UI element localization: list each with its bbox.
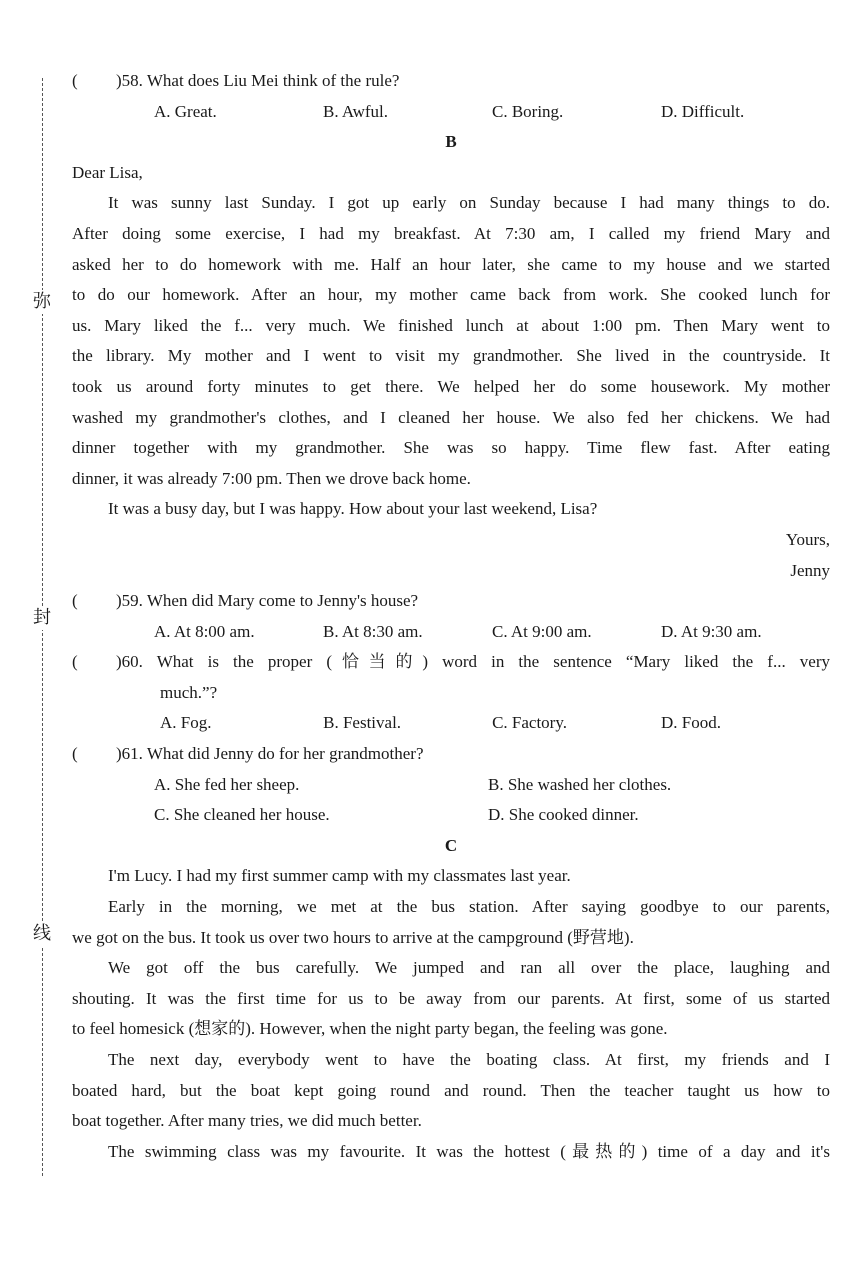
question-60 (72, 647, 830, 678)
passage-b-line: dinner together with my grandmother. She was so happy. Time flew fast. After eating (72, 438, 830, 458)
option-b: B. Festival. (323, 713, 402, 733)
option-b: B. At 8:30 am. (323, 621, 423, 641)
question-stem: )61. What did Jenny do for her grandmother? (116, 744, 424, 764)
option-c: C. At 9:00 am. (492, 621, 592, 641)
margin-char-mi: 弥 (30, 290, 54, 314)
passage-b-line: us. Mary liked the f... very much. We finished lunch at about 1:00 pm. Then Mary went to (72, 315, 830, 335)
passage-b-line: the library. My mother and I went to visit my grandmother. She lived in the countryside. It (72, 346, 830, 366)
answer-blank[interactable]: ( (72, 71, 78, 90)
letter-signature: Jenny (790, 560, 830, 580)
passage-b-line: After doing some exercise, I had my breakfast. At 7:30 am, I called my friend Mary and (72, 223, 830, 243)
question-58 (72, 66, 830, 97)
option-c: C. Factory. (492, 713, 567, 733)
passage-b-line: asked her to do homework with me. Half an hour later, she came to my house and we started (72, 254, 830, 274)
option-c: C. Boring. (492, 101, 564, 121)
option-d: D. Food. (661, 713, 722, 733)
option-d: D. She cooked dinner. (488, 805, 639, 825)
letter-sign-off: Yours, (785, 529, 830, 549)
question-58-options (72, 97, 830, 128)
passage-c-line: we got on the bus. It took us over two hours to arrive at the campground (野营地). (72, 927, 634, 947)
question-stem: )59. When did Mary come to Jenny's house? (116, 591, 419, 611)
option-c: C. She cleaned her house. (154, 805, 330, 825)
option-d: D. At 9:30 am. (661, 621, 762, 641)
question-stem-continued: much.”? (160, 682, 218, 702)
option-a: A. Great. (154, 101, 217, 121)
letter-greeting: Dear Lisa, (72, 162, 143, 182)
answer-blank[interactable]: ( (72, 652, 78, 672)
passage-c-line: boated hard, but the boat kept going round and round. Then the teacher taught us how to (72, 1080, 830, 1100)
option-a: A. Fog. (160, 713, 212, 733)
question-61-options-row1 (72, 770, 830, 801)
answer-blank[interactable]: ( (72, 591, 78, 611)
answer-blank[interactable]: ( (72, 744, 78, 764)
question-59-options (72, 617, 830, 648)
passage-c-line: shouting. It was the first time for us to be away from our parents. At first, some of us started (72, 988, 830, 1008)
passage-b-line: washed my grandmother's clothes, and I cleaned her house. We also fed her chickens. We had (72, 407, 830, 427)
question-61 (72, 739, 830, 770)
passage-c-line: The swimming class was my favourite. It was the hottest (最热的) time of a day and it's (108, 1141, 830, 1161)
passage-c-line: boat together. After many tries, we did much better. (72, 1111, 422, 1131)
option-a: A. She fed her sheep. (154, 774, 300, 794)
section-b-heading: B (445, 132, 457, 152)
exam-page-content (72, 66, 830, 1167)
margin-char-feng: 封 (30, 606, 54, 630)
question-61-options-row2 (72, 800, 830, 831)
passage-c-line: We got off the bus carefully. We jumped and ran all over the place, laughing and (108, 958, 830, 978)
passage-b-line: dinner, it was already 7:00 pm. Then we drove back home. (72, 468, 471, 488)
question-stem: )58. What does Liu Mei think of the rule? (116, 71, 400, 90)
option-d: D. Difficult. (661, 101, 745, 121)
passage-b-line: to do our homework. After an hour, my mother came back from work. She cooked lunch for (72, 285, 830, 305)
question-stem: )60. What is the proper (恰当的) word in the sentence “Mary liked the f... very (116, 652, 830, 672)
option-a: A. At 8:00 am. (154, 621, 255, 641)
passage-b-closing: It was a busy day, but I was happy. How about your last weekend, Lisa? (108, 499, 598, 519)
margin-char-xian: 线 (30, 922, 54, 946)
option-b: B. She washed her clothes. (488, 774, 672, 794)
passage-c-line: The next day, everybody went to have the boating class. At first, my friends and I (108, 1050, 830, 1069)
question-59 (72, 586, 830, 617)
question-60-options (72, 708, 830, 739)
passage-b-line: It was sunny last Sunday. I got up early on Sunday because I had many things to do. (108, 193, 830, 213)
section-c-heading: C (444, 835, 458, 855)
passage-c-line: to feel homesick (想家的). However, when the night party began, the feeling was gone. (72, 1019, 668, 1039)
passage-c-line: Early in the morning, we met at the bus station. After saying goodbye to our parents, (108, 897, 830, 917)
passage-b-line: took us around forty minutes to get there. We helped her do some housework. My mother (72, 376, 830, 396)
passage-c-line: I'm Lucy. I had my first summer camp with my classmates last year. (108, 866, 571, 886)
option-b: B. Awful. (323, 101, 389, 121)
